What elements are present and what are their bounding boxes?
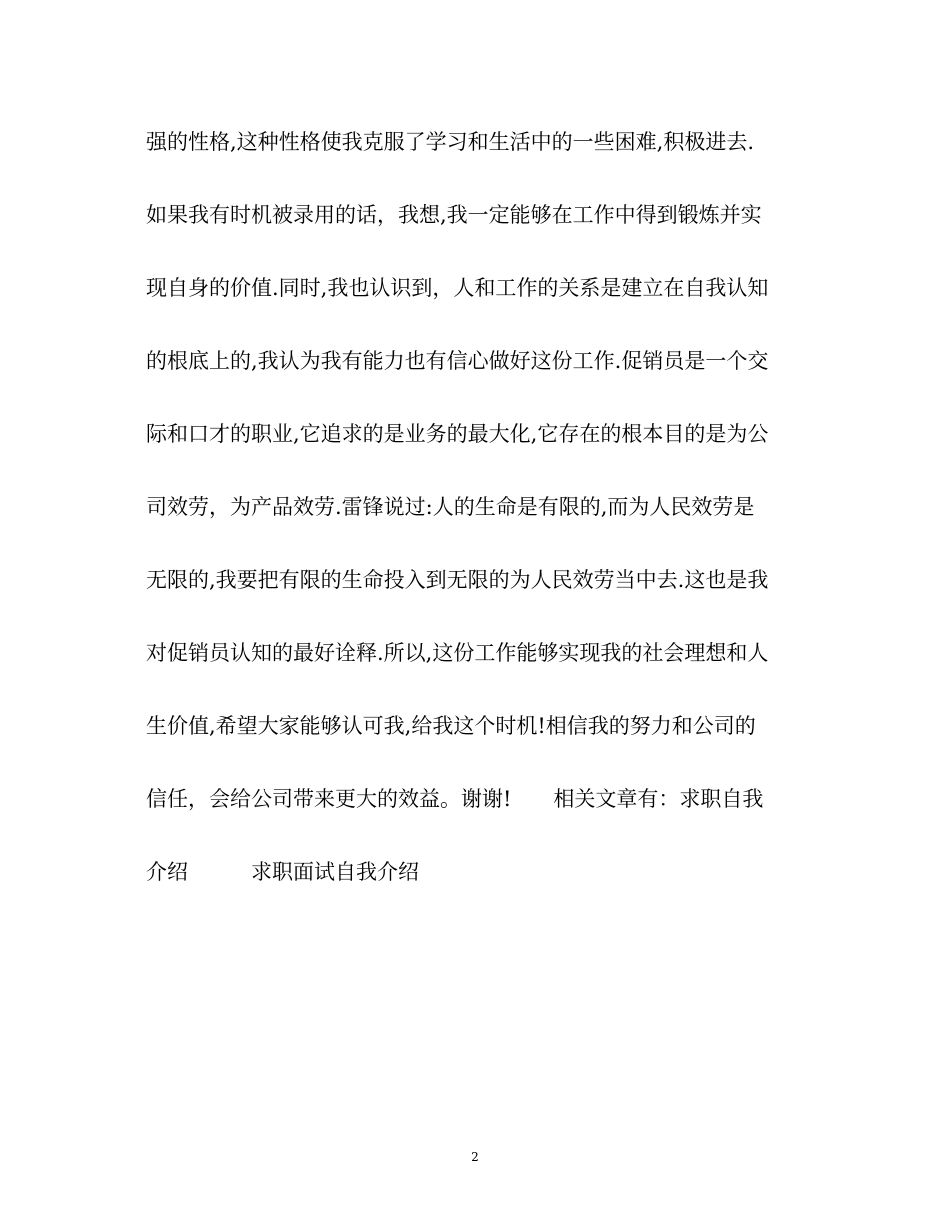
text-line: 对促销员认知的最好诠释.所以,这份工作能够实现我的社会理想和人 <box>146 641 769 665</box>
body-text <box>146 122 806 925</box>
text-line: 如果我有时机被录用的话，我想,我一定能够在工作中得到锻炼并实 <box>146 203 762 227</box>
text-line: 现自身的价值.同时,我也认识到，人和工作的关系是建立在自我认知 <box>146 276 769 300</box>
text-line: 无限的,我要把有限的生命投入到无限的为人民效劳当中去.这也是我 <box>146 568 769 592</box>
text-line: 信任，会给公司带来更大的效益。谢谢! 相关文章有：求职自我 <box>146 787 764 811</box>
text-line: 际和口才的职业,它追求的是业务的最大化,它存在的根本目的是为公 <box>146 422 769 446</box>
text-line: 介绍 求职面试自我介绍 <box>146 860 419 884</box>
page-number: 2 <box>471 1150 479 1164</box>
text-line: 强的性格,这种性格使我克服了学习和生活中的一些困难,积极进去. <box>146 130 755 154</box>
text-line: 的根底上的,我认为我有能力也有信心做好这份工作.促销员是一个交 <box>146 349 769 373</box>
text-line: 司效劳，为产品效劳.雷锋说过:人的生命是有限的,而为人民效劳是 <box>146 495 755 519</box>
text-line: 生价值,希望大家能够认可我,给我这个时机!相信我的努力和公司的 <box>146 714 756 738</box>
